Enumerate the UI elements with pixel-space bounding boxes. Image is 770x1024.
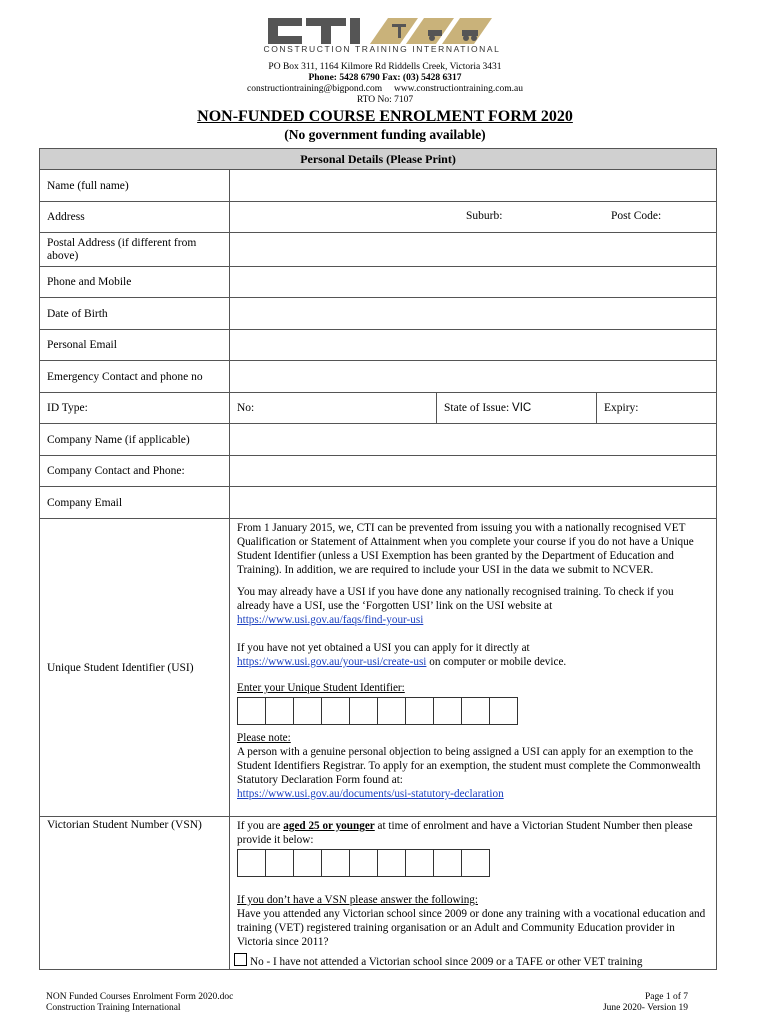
usi-box[interactable] [461,697,490,725]
address-input[interactable] [230,202,717,233]
vsn-info [230,817,717,970]
expiry-label: Expiry: [604,402,639,414]
footer-org: Construction Training International [46,1003,181,1013]
vsn-box[interactable] [321,849,350,877]
postal-input[interactable] [230,233,717,267]
usi-paragraph-2: You may already have a USI if you have done any nationally recognised training. To check if you already have a USI, use the ‘Forgotten USI’ link on the USI website at [237,586,674,612]
vsn-no-option: No - I have not attended a Victorian school since 2009 or a TAFE or other VET training [250,956,643,968]
company-input[interactable] [230,424,717,456]
usi-enter-label: Enter your Unique Student Identifier: [237,682,405,694]
usi-declaration-link[interactable]: https://www.usi.gov.au/documents/usi-statutory-declaration [237,788,504,800]
usi-paragraph-1: From 1 January 2015, we, CTI can be prevented from issuing you with a nationally recognised VET Qualification or Statement of Attainment when you complete your course if you do not have a Unique Student Identifier (unless a USI Exemption has been granted by the Department of Education and Training). In addition, we are required to include your USI in the data we submit to NCVER. [237,522,694,576]
state-issue-label: State of Issue: [444,402,510,414]
usi-box[interactable] [433,697,462,725]
vsn-heading: If you don’t have a VSN please answer the following: [237,894,478,906]
vsn-box[interactable] [293,849,322,877]
vsn-box[interactable] [461,849,490,877]
vsn-text-c: at time of enrolment and have a Victorian Student Number then please provide it below: [237,820,693,846]
header-web: constructiontraining@bigpond.com www.constructiontraining.com.au [247,84,523,94]
usi-note: A person with a genuine personal objection to being assigned a USI can apply for an exemption to the Student Identifiers Registrar. To apply for an exemption, the student must complete the Commonwealth Statutory Declaration Form found at: [237,746,701,786]
footer-version: June 2020- Version 19 [602,1003,688,1013]
vsn-question: Have you attended any Victorian school since 2009 or done any training with a vocational education and training (VET) registered training organisation or an Adult and Community Education provider in Victoria since 2011? [237,908,706,948]
company-email-label: Company Email [40,487,230,519]
vsn-box[interactable] [349,849,378,877]
company-label: Company Name (if applicable) [40,424,230,456]
expiry-field[interactable] [597,393,717,424]
vsn-box[interactable] [377,849,406,877]
emergency-label: Emergency Contact and phone no [40,361,230,393]
dob-label: Date of Birth [40,298,230,330]
vsn-no-checkbox[interactable] [234,953,247,966]
phone-label: Phone and Mobile [40,267,230,298]
header-address: PO Box 311, 1164 Kilmore Rd Riddells Creek, Victoria 3431 [268,62,502,72]
create-usi-link[interactable]: https://www.usi.gov.au/your-usi/create-usi [237,656,427,668]
name-input[interactable] [230,170,717,202]
id-no-label: No: [237,402,255,414]
usi-note-heading: Please note: [237,732,291,744]
usi-box[interactable] [489,697,518,725]
postcode-label: Post Code: [611,210,662,222]
vsn-box[interactable] [433,849,462,877]
name-label: Name (full name) [40,170,230,202]
vsn-box[interactable] [405,849,434,877]
vsn-age-emphasis: aged 25 or younger [283,820,375,832]
usi-label: Unique Student Identifier (USI) [40,519,230,817]
form-subtitle: (No government funding available) [284,127,486,142]
postal-label: Postal Address (if different from above) [40,233,230,267]
find-usi-link[interactable]: https://www.usi.gov.au/faqs/find-your-usi [237,614,424,626]
header-phone: Phone: 5428 6790 Fax: (03) 5428 6317 [308,73,462,83]
usi-box[interactable] [377,697,406,725]
usi-box[interactable] [321,697,350,725]
company-email-input[interactable] [230,487,717,519]
usi-input-boxes[interactable] [237,697,709,725]
footer-page: Page 1 of 7 [644,992,688,1002]
vsn-box[interactable] [237,849,266,877]
usi-box[interactable] [349,697,378,725]
usi-box[interactable] [405,697,434,725]
company-contact-label: Company Contact and Phone: [40,456,230,487]
id-type-label: ID Type: [40,393,230,424]
footer-doc-name: NON Funded Courses Enrolment Form 2020.doc [46,992,234,1002]
email-label: Personal Email [40,330,230,361]
logo-subtitle: CONSTRUCTION TRAINING INTERNATIONAL [263,44,501,54]
section-heading: Personal Details (Please Print) [40,149,717,170]
vsn-box[interactable] [265,849,294,877]
id-no-field[interactable] [230,393,437,424]
usi-box[interactable] [265,697,294,725]
state-issue-value: VIC [512,402,532,414]
company-contact-input[interactable] [230,456,717,487]
address-label: Address [40,202,230,233]
dob-input[interactable] [230,298,717,330]
footer-right [603,992,688,1014]
usi-box[interactable] [237,697,266,725]
suburb-label: Suburb: [466,210,503,222]
usi-box[interactable] [293,697,322,725]
vsn-label: Victorian Student Number (VSN) [40,817,230,970]
usi-paragraph-3: If you have not yet obtained a USI you can apply for it directly at [237,642,530,654]
vsn-text-a: If you are [237,820,284,832]
usi-paragraph-3b: on computer or mobile device. [426,656,567,668]
header-rto: RTO No: 7107 [356,95,414,105]
personal-details-table [39,148,717,970]
vsn-input-boxes[interactable] [237,849,709,877]
form-title: NON-FUNDED COURSE ENROLMENT FORM 2020 [197,108,573,125]
usi-info [230,519,717,817]
email-input[interactable] [230,330,717,361]
footer-left [46,992,233,1014]
phone-input[interactable] [230,267,717,298]
state-issue-field[interactable] [437,393,597,424]
emergency-input[interactable] [230,361,717,393]
